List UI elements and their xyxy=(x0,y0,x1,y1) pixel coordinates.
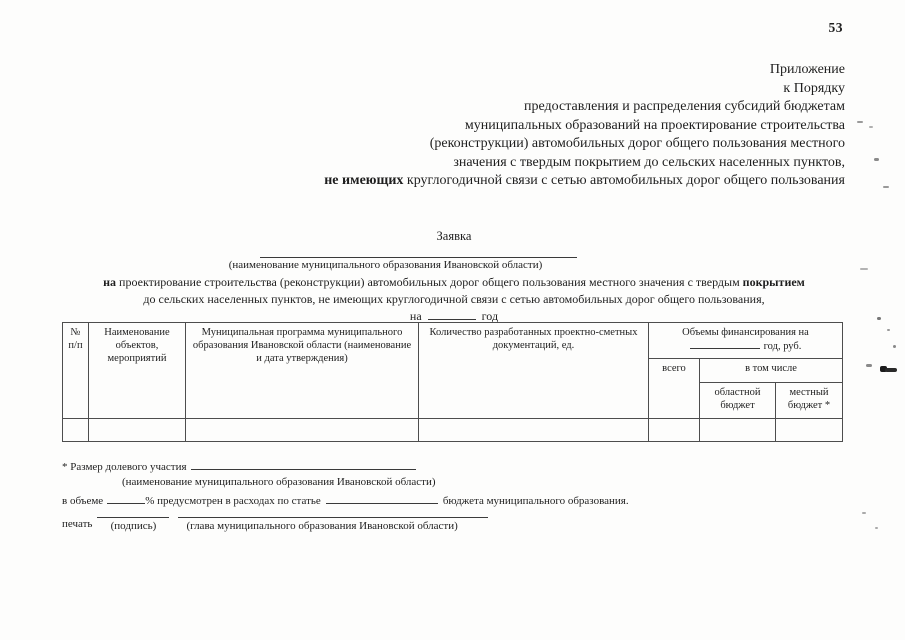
heading-line: предоставления и распределения субсидий бюджетам xyxy=(523,99,845,114)
participation-label: * Размер долевого участия xyxy=(62,461,187,473)
empty-cell xyxy=(649,419,700,442)
year-blank xyxy=(428,308,476,320)
column-header-num: № п/п xyxy=(63,323,89,419)
column-header-regional-budget: областной бюджет xyxy=(700,383,776,419)
subject-bold-start: на xyxy=(103,275,117,289)
scan-speck xyxy=(877,317,881,320)
application-subject-line-2: до сельских населенных пунктов, не имеющих круглогодичной связи с сетью автомобильных дорог общего пользования, xyxy=(143,292,765,306)
page-number: 53 xyxy=(828,20,843,35)
financing-header-line-2 xyxy=(652,339,839,353)
scan-speck xyxy=(862,512,866,514)
municipality-name-caption: (наименование муниципального образования Ивановской области) xyxy=(228,259,543,271)
scan-speck xyxy=(893,345,896,348)
subject-middle: проектирование строительства (реконструкции) автомобильных дорог общего пользования местного значения с твердым xyxy=(116,275,743,289)
empty-cell xyxy=(89,419,186,442)
scan-speck xyxy=(883,186,889,188)
signature-line: (подпись) xyxy=(97,517,169,533)
heading-line: муниципальных образований на проектирование строительства xyxy=(464,117,845,133)
year-prefix: на xyxy=(409,309,422,323)
volume-suffix: бюджета муниципального образования. xyxy=(442,495,629,507)
empty-cell xyxy=(63,419,89,442)
appendix-heading xyxy=(324,61,845,191)
application-title: Заявка xyxy=(436,229,472,243)
scan-speck xyxy=(860,268,868,270)
heading-line-rest: круглогодичной связи с сетью автомобильных дорог общего пользования xyxy=(403,173,845,188)
seal-label: печать xyxy=(62,518,93,530)
subject-bold-end: покрытием xyxy=(742,275,805,289)
application-section xyxy=(63,228,845,325)
empty-cell xyxy=(186,419,419,442)
volume-percent-blank xyxy=(107,492,145,504)
column-header-financing xyxy=(649,323,843,359)
empty-cell xyxy=(700,419,776,442)
heading-bold-fragment: не имеющих xyxy=(324,173,404,188)
scan-speck xyxy=(866,364,872,367)
scan-speck xyxy=(857,121,863,123)
financing-suffix: год, руб. xyxy=(763,341,802,352)
participation-blank xyxy=(191,458,416,470)
application-subject-line-1 xyxy=(63,274,845,291)
column-header-total: всего xyxy=(649,359,700,419)
heading-line: Приложение xyxy=(769,62,845,77)
application-table xyxy=(62,322,843,442)
head-signature-line: (глава муниципального образования Ивановской области) xyxy=(178,517,487,533)
heading-line: значения с твердым покрытием до сельских населенных пунктов, xyxy=(453,154,845,170)
empty-cell xyxy=(776,419,843,442)
footnote-name-caption: (наименование муниципального образования Ивановской области) xyxy=(122,476,436,488)
heading-line: к Порядку xyxy=(783,80,845,96)
footnote-section xyxy=(62,458,802,533)
column-header-program: Муниципальная программа муниципального образования Ивановской области (наименование и дата утверждения) xyxy=(186,323,419,419)
column-header-objects: Наименование объектов, мероприятий xyxy=(89,323,186,419)
column-header-local-budget: местный бюджет * xyxy=(776,383,843,419)
scan-speck xyxy=(874,158,879,161)
budget-article-blank xyxy=(326,492,438,504)
volume-line xyxy=(62,492,802,508)
scan-speck xyxy=(869,126,873,128)
scan-speck xyxy=(875,527,878,529)
column-header-including: в том числе xyxy=(700,359,843,383)
year-suffix: год xyxy=(481,309,499,323)
participation-line xyxy=(62,458,802,474)
scan-speck xyxy=(885,368,897,372)
volume-prefix: в объеме xyxy=(62,495,104,507)
scan-speck xyxy=(887,329,890,331)
heading-line: (реконструкции) автомобильных дорог общего пользования местного xyxy=(429,136,845,151)
heading-line xyxy=(324,172,845,191)
volume-percent-label: % предусмотрен в расходах по статье xyxy=(145,495,321,507)
financing-year-blank xyxy=(690,339,760,349)
empty-cell xyxy=(419,419,649,442)
column-header-count: Количество разработанных проектно-сметных документаций, ед. xyxy=(419,323,649,419)
signature-row xyxy=(62,517,802,533)
financing-header-line-1: Объемы финансирования на xyxy=(682,327,809,338)
